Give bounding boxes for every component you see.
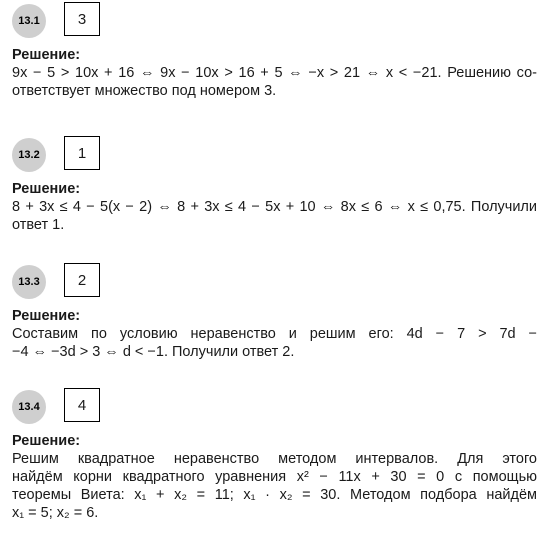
solution-label: Решение:: [12, 181, 81, 197]
solution-line: 9x − 5 > 10x + 16 ⇔ 9x − 10x > 16 + 5 ⇔ −x > 21 ⇔ x < −21. Решению со-: [12, 65, 537, 81]
problem-13-1: [12, 2, 537, 100]
solution-line: 8 + 3x ≤ 4 − 5(x − 2) ⇔ 8 + 3x ≤ 4 − 5x + 10 ⇔ 8x ≤ 6 ⇔ x ≤ 0,75. Получили: [12, 199, 537, 215]
answer-box: 3: [64, 2, 100, 36]
answer-box: 2: [64, 263, 100, 297]
solution-line: Решим квадратное неравенство методом интервалов. Для этого: [12, 451, 537, 467]
solution-text: [12, 325, 537, 361]
problem-number-badge: 13.1: [12, 4, 46, 38]
solution-line: x₁ = 5; x₂ = 6.: [12, 505, 99, 521]
solution-line: ответ 1.: [12, 217, 65, 233]
solution-line: найдём корни квадратного уравнения x² − 11x + 30 = 0 с помощью: [12, 469, 537, 485]
solution-label: Решение:: [12, 433, 81, 449]
problem-13-2: [12, 136, 537, 234]
solution-line: Составим по условию неравенство и решим его: 4d − 7 > 7d −: [12, 326, 537, 342]
solution-text: [12, 198, 537, 234]
answer-box: 4: [64, 388, 100, 422]
solution-label: Решение:: [12, 47, 81, 63]
solution-label: Решение:: [12, 308, 81, 324]
problem-number-badge: 13.4: [12, 390, 46, 424]
problem-13-3: [12, 263, 537, 361]
solution-line: −4 ⇔ −3d > 3 ⇔ d < −1. Получили ответ 2.: [12, 344, 295, 360]
solution-line: теоремы Виета: x₁ + x₂ = 11; x₁ · x₂ = 30. Методом подбора найдём: [12, 487, 537, 503]
solution-text: [12, 450, 537, 522]
answer-box: 1: [64, 136, 100, 170]
solution-line: ответствует множество под номером 3.: [12, 83, 277, 99]
solution-text: [12, 64, 537, 100]
problem-number-badge: 13.2: [12, 138, 46, 172]
problem-13-4: [12, 388, 537, 522]
problem-number-badge: 13.3: [12, 265, 46, 299]
